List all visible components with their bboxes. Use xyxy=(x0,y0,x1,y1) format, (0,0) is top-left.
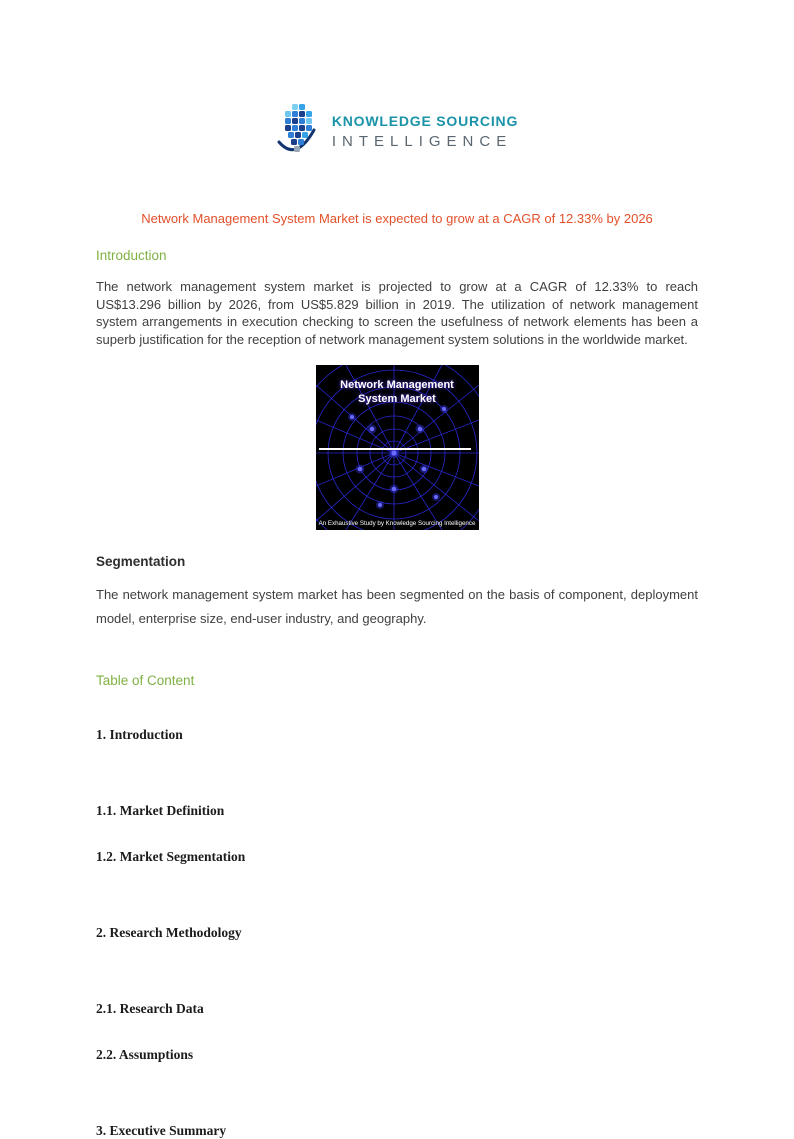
market-report-figure xyxy=(316,365,479,530)
toc-item-1: 1. Introduction xyxy=(96,727,183,742)
knowledge-sourcing-logo-icon xyxy=(276,102,322,160)
toc-item-2: 2. Research Methodology xyxy=(96,925,242,940)
toc-item-1-1: 1.1. Market Definition xyxy=(96,803,225,818)
introduction-paragraph: The network management system market is projected to grow at a CAGR of 12.33% to reach US$13.296 billion by 2026, from US$5.829 billion in 2019. The utilization of network management system arrangements in execution checking to screen the usefulness of network elements has been a superb justification for the reception of network management system solutions in the worldwide market. xyxy=(96,279,698,347)
logo-text xyxy=(332,113,518,150)
logo-brand-bottom: INTELLIGENCE xyxy=(331,132,513,150)
logo-brand-top: KNOWLEDGE SOURCING xyxy=(331,112,519,129)
toc-item-2-2: 2.2. Assumptions xyxy=(96,1047,194,1062)
figure-divider xyxy=(319,448,471,450)
segmentation-heading: Segmentation xyxy=(96,554,186,569)
table-of-content xyxy=(96,727,698,1139)
introduction-heading: Introduction xyxy=(96,248,167,263)
figure-caption: An Exhaustive Study by Knowledge Sourcing Intelligence xyxy=(318,520,476,527)
toc-heading: Table of Content xyxy=(96,673,195,688)
page-title: Network Management System Market is expected to grow at a CAGR of 12.33% by 2026 xyxy=(141,211,653,226)
segmentation-paragraph: The network management system market has been segmented on the basis of component, deployment model, enterprise size, end-user industry, and geography. xyxy=(96,587,698,626)
logo xyxy=(96,100,698,162)
toc-item-3: 3. Executive Summary xyxy=(96,1123,227,1138)
toc-item-2-1: 2.1. Research Data xyxy=(96,1001,204,1016)
figure-title: Network Management System Market xyxy=(340,379,454,405)
toc-item-1-2: 1.2. Market Segmentation xyxy=(96,849,246,864)
